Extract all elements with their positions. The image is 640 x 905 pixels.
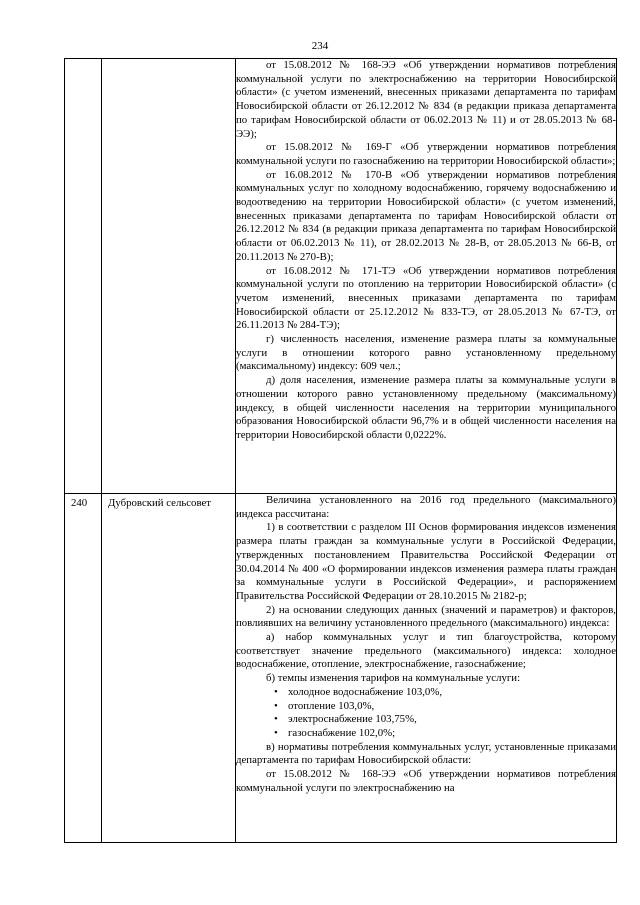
list-item: • электроснабжение 103,75%,	[274, 713, 417, 726]
paragraph: Величина установленного на 2016 год предельного (максимального) индекса рассчитана:	[236, 494, 616, 520]
tariff-rate-list	[236, 686, 616, 741]
paragraph: от 15.08.2012 № 168-ЭЭ «Об утверждении нормативов потребления коммунальной услуги по электроснабжению на	[236, 768, 616, 794]
bullet-icon: •	[274, 685, 278, 698]
paragraph: б) темпы изменения тарифов на коммунальные услуги:	[266, 672, 521, 685]
description-cell	[236, 59, 617, 494]
table-row	[65, 59, 617, 494]
paragraph: от 16.08.2012 № 170-В «Об утверждении нормативов потребления коммунальных услуг по холодному водоснабжению, горячему водоснабжению и водоотведению на территории Новосибирской области» (с учетом изменений, внесенных приказами департамента по тарифам Новосибирской области от 26.12.2012 № 834 (в редакции приказа департамента по тарифам Новосибирской области от 06.02.2013 № 11), от 28.02.2013 № 28-В, от 28.05.2013 № 66-В, от 20.11.2013 № 270-В);	[236, 168, 616, 263]
bullet-icon: •	[274, 726, 278, 739]
bullet-icon: •	[274, 713, 278, 726]
municipality-name-cell	[102, 59, 236, 494]
page-number: 234	[311, 40, 329, 52]
paragraph: а) набор коммунальных услуг и тип благоустройства, которому соответствует значение предельного (максимального) индекса: холодное водоснабжение, отопление, электроснабжение, газоснабжение;	[236, 631, 616, 671]
list-item: • отопление 103,0%,	[274, 699, 375, 712]
paragraph: от 15.08.2012 № 169-Г «Об утверждении нормативов потребления коммунальной услуги по газоснабжению на территории Новосибирской области»;	[236, 141, 616, 167]
list-item: • холодное водоснабжение 103,0%,	[274, 685, 443, 698]
description-cell	[236, 494, 617, 843]
row-number-cell: 240	[65, 494, 102, 843]
paragraph: 1) в соответствии с разделом III Основ формирования индексов изменения размера платы граждан за коммунальные услуги в Российской Федерации, утвержденных постановлением Правительства Российской Федерации от 30.04.2014 № 400 «О формировании индексов изменения размера платы граждан за коммунальные услуги в Российской Федерации», и распоряжением Правительства Российской Федерации от 28.10.2015 № 2182-р;	[236, 521, 616, 602]
paragraph: от 15.08.2012 № 168-ЭЭ «Об утверждении нормативов потребления коммунальной услуги по электроснабжению на территории Новосибирской области» (с учетом изменений, внесенных приказами департамента по тарифам Новосибирской области от 26.12.2012 № 834 (в редакции приказа департамента по тарифам Новосибирской области от 06.02.2013 № 11) и от 28.05.2013 № 68-ЭЭ);	[236, 59, 616, 140]
municipality-name-cell: Дубровский сельсовет	[102, 494, 236, 843]
paragraph: г) численность населения, изменение размера платы за коммунальные услуги в отношении которого равно установленному предельному (максимальному) индексу: 609 чел.;	[236, 333, 616, 373]
paragraph: от 16.08.2012 № 171-ТЭ «Об утверждении нормативов потребления коммунальной услуги по отоплению на территории Новосибирской области» (с учетом изменений, внесенных приказами департамента по тарифам Новосибирской области от 25.12.2012 № 833-ТЭ, от 28.05.2013 № 67-ТЭ, от 26.11.2013 № 284-ТЭ);	[236, 264, 616, 332]
paragraph: в) нормативы потребления коммунальных услуг, установленные приказами департамента по тарифам Новосибирской области:	[236, 740, 616, 767]
paragraph: 2) на основании следующих данных (значений и параметров) и факторов, повлиявших на величину установленного предельного (максимального) индекса:	[236, 603, 616, 630]
table-row	[65, 494, 617, 843]
paragraph: д) доля населения, изменение размера платы за коммунальные услуги в отношении которого равно установленному предельному (максимальному) индексу, в общей численности населения на территории муниципального образования Новосибирской области 96,7% и в общей численности населения на территории Новосибирской области 0,0222%.	[236, 374, 616, 441]
bullet-icon: •	[274, 699, 278, 712]
list-item: • газоснабжение 102,0%;	[274, 726, 396, 739]
row-number-cell	[65, 59, 102, 494]
tariff-index-table	[64, 58, 617, 843]
